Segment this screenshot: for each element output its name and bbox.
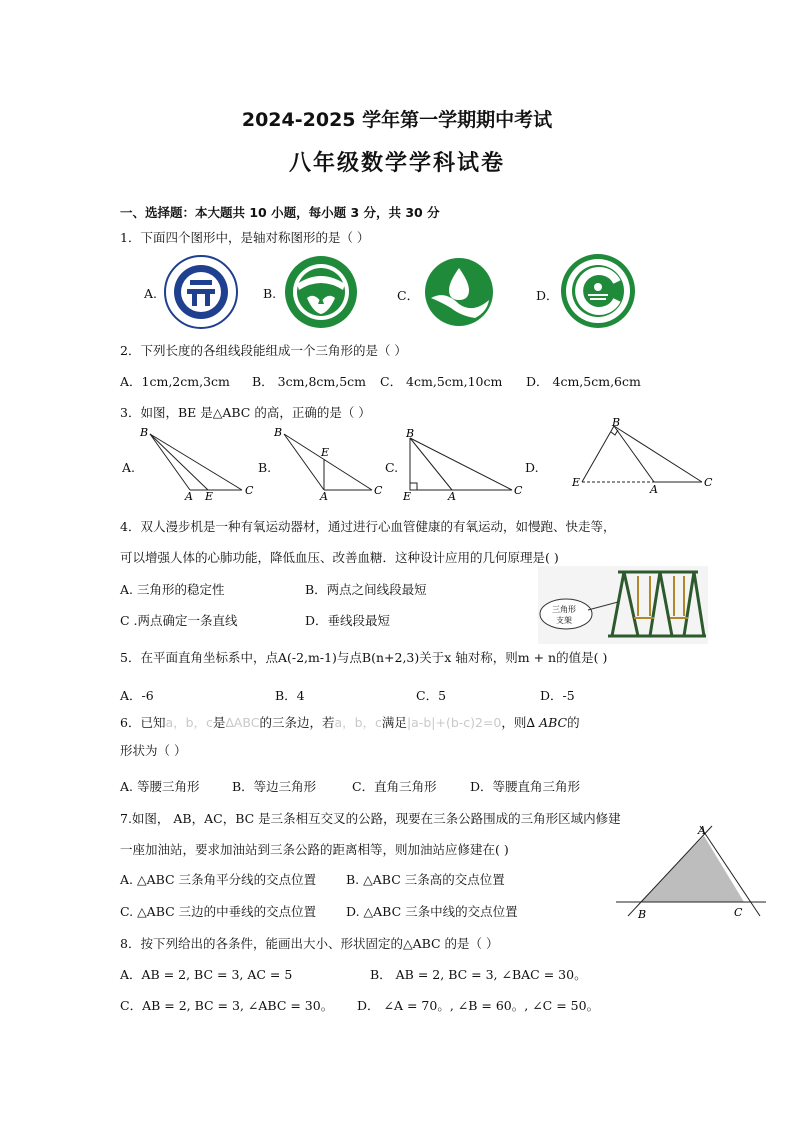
q7-road-figure [614, 822, 768, 922]
q3c-point-c: C [514, 484, 523, 497]
q7-option-c: C. △ABC 三边的中垂线的交点位置 [120, 904, 317, 919]
q5-option-d: D．-5 [540, 688, 575, 703]
q3a-point-c: C [245, 484, 254, 497]
q7-stem-line2: 一座加油站，要求加油站到三条公路的距离相等，则加油站应修建在( ) [120, 842, 509, 857]
q5-option-b: B．4 [275, 688, 305, 703]
q3c-point-a: A [448, 490, 456, 502]
q1-stem: 1．下面四个图形中，是轴对称图形的是（ ） [120, 230, 370, 245]
exam-title: 2024-2025 学年第一学期期中考试 [241, 109, 553, 131]
q6-stem-line2: 形状为（ ） [120, 743, 187, 758]
exam-subtitle: 八年级数学学科试卷 [288, 151, 505, 176]
q8-option-c: C．AB = 2, BC = 3, ∠ABC = 30。 [120, 998, 334, 1013]
q3-stem: 3．如图，BE 是△ABC 的高，正确的是（ ） [120, 405, 371, 420]
q3d-point-e: E [572, 476, 581, 489]
q7-option-d: D. △ABC 三条中线的交点位置 [346, 904, 518, 919]
q2-option-d: D． 4cm,5cm,6cm [526, 374, 641, 389]
q4-option-d: D．垂线段最短 [305, 613, 391, 628]
bubble-line1: 三角形 [552, 605, 576, 614]
q7-point-c: C [734, 906, 743, 919]
q3-label-b: B. [258, 460, 272, 475]
q3b-point-c: C [374, 484, 383, 497]
section-heading: 一、选择题：本大题共 10 小题，每小题 3 分，共 30 分 [120, 205, 440, 220]
q4-option-b: B．两点之间线段最短 [305, 582, 427, 597]
q3-figure-c [400, 426, 528, 502]
exercise-machine-image [538, 566, 708, 644]
logo-d-image [559, 252, 637, 330]
logo-b-image [283, 254, 359, 330]
q1-label-c: C． [397, 288, 420, 303]
q6-option-a: A. 等腰三角形 [120, 779, 200, 794]
q4-stem-line2: 可以增强人体的心肺功能，降低血压、改善血糖．这种设计应用的几何原理是( ) [120, 550, 559, 565]
q8-option-b: B． AB = 2, BC = 3, ∠BAC = 30。 [370, 967, 587, 982]
q2-stem: 2．下列长度的各组线段能组成一个三角形的是（ ） [120, 343, 407, 358]
q5-stem: 5．在平面直角坐标系中，点A(-2,m-1)与点B(n+2,3)关于x 轴对称，则m + n的值是( ) [120, 650, 608, 665]
q4-stem-line1: 4．双人漫步机是一种有氧运动器材，通过进行心血管健康的有氧运动，如慢跑、快走等， [120, 519, 616, 534]
logo-c-image [423, 256, 495, 328]
q7-option-b: B. △ABC 三条高的交点位置 [346, 872, 505, 887]
q3-label-a: A. [122, 460, 136, 475]
q3b-point-e: E [321, 446, 330, 459]
q3a-point-b: B [140, 426, 149, 439]
q6-option-c: C．直角三角形 [352, 779, 437, 794]
q3-label-c: C. [385, 460, 399, 475]
q8-option-d: D． ∠A = 70。, ∠B = 60。, ∠C = 50。 [357, 998, 600, 1013]
q3-figure-a [138, 426, 260, 502]
q5-option-a: A．-6 [120, 688, 154, 703]
q6-option-b: B．等边三角形 [232, 779, 317, 794]
q4-option-a: A. 三角形的稳定性 [120, 582, 225, 597]
q7-stem-line1: 7.如图， AB，AC，BC 是三条相互交叉的公路，现要在三条公路围成的三角形区域内修建 [120, 811, 621, 826]
q3c-point-b: B [406, 427, 415, 440]
q2-option-c: C． 4cm,5cm,10cm [380, 374, 503, 389]
q2-option-a: A．1cm,2cm,3cm [120, 374, 230, 389]
q3b-point-b: B [274, 426, 283, 439]
q8-option-a: A．AB = 2, BC = 3, AC = 5 [120, 967, 293, 982]
q3c-point-e: E [403, 490, 412, 502]
q7-point-b: B [638, 908, 647, 921]
q5-option-c: C．5 [416, 688, 447, 703]
q3d-point-a: A [650, 483, 658, 494]
q4-option-c: C .两点确定一条直线 [120, 613, 238, 628]
q3a-point-a: A [185, 490, 193, 502]
logo-a-image [163, 254, 239, 330]
q6-option-d: D．等腰直角三角形 [470, 779, 581, 794]
q3a-point-e: E [205, 490, 214, 502]
q7-option-a: A. △ABC 三条角平分线的交点位置 [120, 872, 317, 887]
q3-figure-b [272, 426, 390, 502]
q6-stem-line1: 6．已知a，b，c是∆ABC的三条边，若a，b，c满足|a-b|+(b-c)2=0，则∆ ABC的 [120, 715, 580, 730]
q1-label-a: A. [144, 286, 158, 301]
q3-label-d: D. [525, 460, 539, 475]
q3b-point-a: A [320, 490, 328, 502]
q7-point-a: A [698, 824, 706, 837]
bubble-line2: 支架 [556, 616, 572, 625]
q8-stem: 8．按下列给出的各条件，能画出大小、形状固定的△ABC 的是（ ） [120, 936, 499, 951]
q3d-point-b: B [612, 416, 621, 429]
q3-figure-d [566, 416, 716, 494]
q1-label-b: B. [263, 286, 277, 301]
q2-option-b: B． 3cm,8cm,5cm [252, 374, 367, 389]
q1-label-d: D． [536, 288, 559, 303]
q3d-point-c: C [704, 476, 713, 489]
